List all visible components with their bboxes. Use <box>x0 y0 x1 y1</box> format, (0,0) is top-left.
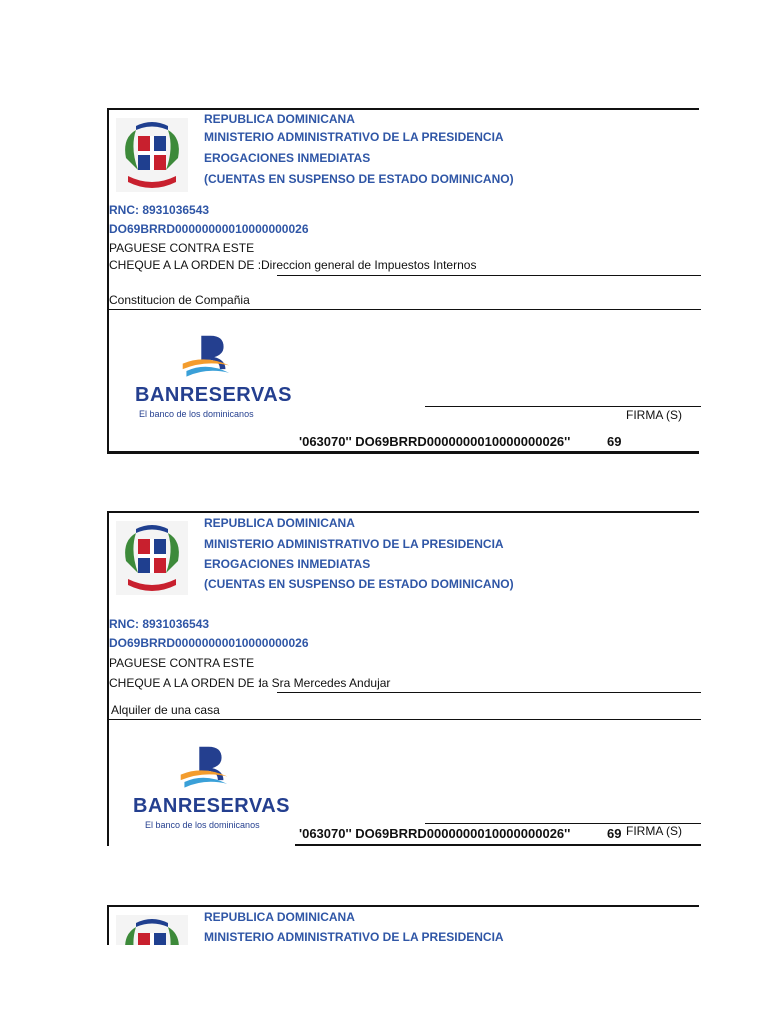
bank-tagline: El banco de los dominicanos <box>139 409 254 419</box>
check-3 <box>107 905 699 945</box>
micr-line: '063070'' DO69BRRD0000000010000000026'' <box>299 826 571 841</box>
account-note: (CUENTAS EN SUSPENSO DE ESTADO DOMINICANO) <box>204 172 514 186</box>
country-title: REPUBLICA DOMINICANA <box>204 516 355 530</box>
section-title: EROGACIONES INMEDIATAS <box>204 151 371 165</box>
section-title: EROGACIONES INMEDIATAS <box>204 557 371 571</box>
concept-value: Alquiler de una casa <box>111 703 220 717</box>
order-label: CHEQUE A LA ORDEN DE : <box>109 258 262 272</box>
coat-of-arms-icon <box>116 118 188 192</box>
concept-line <box>109 309 701 310</box>
bank-name: BANRESERVAS <box>133 795 291 817</box>
payee-value: la Sra Mercedes Andujar <box>259 676 391 690</box>
check-2 <box>107 511 699 846</box>
order-label: CHEQUE A LA ORDEN DE : <box>109 676 262 690</box>
signature-label: FIRMA (S) <box>626 408 682 422</box>
account-number: DO69BRRD00000000010000000026 <box>109 222 309 236</box>
payee-line <box>277 692 701 693</box>
concept-line <box>109 719 701 720</box>
ministry-title: MINISTERIO ADMINISTRATIVO DE LA PRESIDENCIA <box>204 130 504 144</box>
account-number: DO69BRRD00000000010000000026 <box>109 636 309 650</box>
account-note: (CUENTAS EN SUSPENSO DE ESTADO DOMINICANO) <box>204 577 514 591</box>
rnc-number: RNC: 8931036543 <box>109 617 210 631</box>
rnc-number: RNC: 8931036543 <box>109 203 210 217</box>
payee-line <box>277 275 701 276</box>
banreservas-logo-icon <box>175 743 231 795</box>
payee-value: Direccion general de Impuestos Internos <box>261 258 477 272</box>
country-title: REPUBLICA DOMINICANA <box>204 112 355 126</box>
banreservas-logo-icon <box>177 332 233 384</box>
check-number: 69 <box>607 826 622 841</box>
bank-name: BANRESERVAS <box>135 384 293 406</box>
concept-value: Constitucion de Compañia <box>109 293 250 307</box>
pay-line: PAGUESE CONTRA ESTE <box>109 241 255 255</box>
ministry-title: MINISTERIO ADMINISTRATIVO DE LA PRESIDENCIA <box>204 537 504 551</box>
bank-tagline: El banco de los dominicanos <box>145 820 260 830</box>
coat-of-arms-icon <box>116 915 188 945</box>
coat-of-arms-icon <box>116 521 188 595</box>
ministry-title: MINISTERIO ADMINISTRATIVO DE LA PRESIDENCIA <box>204 930 504 944</box>
micr-line: '063070'' DO69BRRD0000000010000000026'' <box>299 434 571 449</box>
signature-line <box>425 406 701 407</box>
check-number: 69 <box>607 434 622 449</box>
country-title: REPUBLICA DOMINICANA <box>204 910 355 924</box>
micr-underline <box>295 844 701 846</box>
signature-label: FIRMA (S) <box>626 824 682 838</box>
pay-line: PAGUESE CONTRA ESTE <box>109 656 255 670</box>
check-1 <box>107 108 699 454</box>
